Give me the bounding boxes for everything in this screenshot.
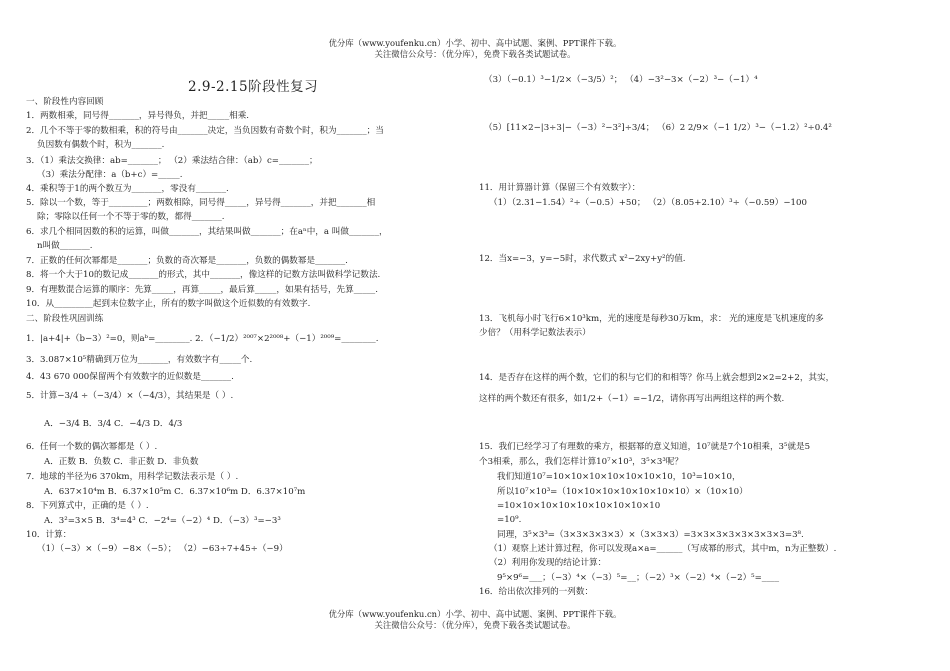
question-line: 5．除以一个数，等于_________；两数相除，同号得_____，异号得_______，并把_______相 [26, 198, 376, 208]
question-line: （2）利用你发现的结论计算： [489, 558, 607, 568]
answer-options: A．637×10⁴m B．6.37×10⁵m C．6.37×10⁶m D．6.37×10⁷m [44, 487, 306, 497]
question-line: 少倍？（用科学记数法表示） [479, 328, 591, 338]
question-line: 10．从_________起到末位数字止，所有的数字叫做这个近似数的有效数字. [26, 299, 311, 309]
question-line: 7．正数的任何次幂都是_______；负数的奇次幂是_______，负数的偶数幂是_______. [26, 256, 348, 266]
question-line: 7．地球的半径为6 370km，用科学记数法表示是（ ）. [26, 472, 239, 482]
answer-options: A．−3/4 B．3/4 C．−4/3 D．4/3 [44, 419, 183, 429]
question-line: （1）观察上述计算过程，你可以发现a×a=______（写成幂的形式，其中m，n为正整数）. [489, 544, 837, 554]
question-line: 13．飞机每小时飞行6×10³km，光的速度是每秒30万km，求： 光的速度是飞机速度的多 [479, 314, 824, 324]
question-line: 8．将一个大于10的数记成_______的形式，其中_______，像这样的记数方法叫做科学记数法. [26, 270, 381, 280]
page-title: 2.9-2.15阶段性复习 [188, 79, 319, 95]
header-line-1: 优分库（www.youfenku.cn）小学、初中、高中试题、案例、PPT课件下载。 [328, 38, 622, 48]
question-line: 3．（1）乘法交换律：ab=_______； （2）乘法结合律：（ab）c=_______； [26, 156, 318, 166]
question-line: （5）[11×2−|3÷3|−（−3）²−3²]÷3/4； （6）2 2/9×（−1 1/2）³−（−1.2）²÷0.4² [484, 123, 832, 133]
question-line: 个3相乘，那么，我们怎样计算10⁷×10³，3⁵×3³呢？ [479, 457, 683, 467]
question-line: 6．求几个相同因数的积的运算，叫做_______，其结果叫做_______；在aⁿ中，a 叫做_______， [26, 227, 388, 237]
question-line: 4．43 670 000保留两个有效数字的近似数是_______. [26, 372, 234, 382]
header-line-2: 关注微信公众号：（优分库），免费下载各类试题试卷。 [374, 48, 576, 59]
answer-options: A．正数 B．负数 C．非正数 D．非负数 [44, 457, 199, 467]
question-line: 所以10⁷×10³=（10×10×10×10×10×10×10）×（10×10） [497, 487, 748, 497]
question-line: 9⁵×9⁶=___；（−3）⁴×（−3）⁵=__；（−2）³×（−2）⁴×（−2）⁵=____ [497, 573, 779, 583]
question-line: 1．两数相乘，同号得_______，异号得负，并把_____相乘. [26, 111, 250, 121]
question-line: 9．有理数混合运算的顺序：先算_____，再算_____，最后算_____，如果有括号，先算_____. [26, 285, 378, 295]
question-line: n叫做_______. [37, 241, 93, 251]
question-line: 12．当x=−3，y=−5时，求代数式 x²−2xy+y²的值. [479, 254, 686, 264]
question-line: 这样的两个数还有很多，如1/2+（−1）=−1/2，请你再写出两组这样的两个数. [479, 394, 785, 404]
question-line: 5．计算−3/4 ÷（−3/4）×（−4/3），其结果是（ ）. [26, 391, 234, 401]
question-line: 负因数有偶数个时，积为_______. [37, 140, 165, 150]
question-line: （1）（2.31−1.54）²÷（−0.5）+50； （2）（8.05+2.10）³÷（−0.59）−100 [489, 198, 807, 208]
page-header [0, 38, 950, 59]
question-line: （3）乘法分配律：a（b+c）=_____. [37, 170, 183, 180]
question-line: 11．用计算器计算（保留三个有效数字）： [479, 183, 641, 193]
question-line: 16．给出依次排列的一列数： [479, 587, 594, 597]
question-line: 我们知道10⁷=10×10×10×10×10×10×10，10³=10×10， [497, 472, 741, 482]
question-line: =10×10×10×10×10×10×10×10×10 [497, 501, 661, 511]
section-heading: 一、阶段性内容回顾 [26, 97, 104, 107]
question-line: 1．|a+4|+（b−3）²=0，则aᵇ=________. 2．（−1/2）²⁰⁰⁷×2²⁰⁰⁸+（−1）²⁰⁰⁹=________. [26, 334, 379, 344]
question-line: （1）（−3）×（−9）−8×（−5）； （2）−63÷7+45÷（−9） [37, 544, 288, 554]
question-line: =10⁹. [497, 515, 522, 525]
question-line: 15．我们已经学习了有理数的乘方，根据幂的意义知道，10⁷就是7个10相乘，3⁵就是5 [479, 442, 811, 452]
question-line: 14．是否存在这样的两个数，它们的积与它们的和相等？你马上就会想到2×2=2+2，其实， [479, 373, 835, 383]
question-line: 3．3.087×10⁵精确到万位为_______，有效数字有_____个. [26, 355, 253, 365]
question-line: 10．计算： [26, 530, 72, 540]
footer-line-2: 关注微信公众号：（优分库），免费下载各类试题试卷。 [374, 619, 576, 630]
page-footer [0, 609, 950, 630]
footer-line-1: 优分库（www.youfenku.cn）小学、初中、高中试题、案例、PPT课件下载。 [328, 609, 622, 619]
answer-options: A．3²=3×5 B．3⁴=4³ C．−2⁴=（−2）⁴ D．（−3）³=−3³ [44, 516, 281, 526]
question-line: 同理，3⁵×3³=（3×3×3×3×3）×（3×3×3）=3×3×3×3×3×3×3×3=3⁸. [497, 530, 804, 540]
question-line: 8．下列算式中，正确的是（ ）. [26, 501, 149, 511]
question-line: 除；零除以任何一个不等于零的数，都得_______. [37, 212, 225, 222]
question-line: 6．任何一个数的偶次幂都是（ ）. [26, 442, 158, 452]
question-line: 2．几个不等于零的数相乘，积的符号由_______决定，当负因数有奇数个时，积为_______；当 [26, 126, 384, 136]
question-line: 4．乘积等于1的两个数互为_______，零没有_______. [26, 184, 229, 194]
section-heading: 二、阶段性巩固训练 [26, 314, 104, 324]
question-line: （3）（−0.1）³−1/2×（−3/5）²； （4）−3²−3×（−2）³−（−1）⁴ [484, 75, 758, 85]
